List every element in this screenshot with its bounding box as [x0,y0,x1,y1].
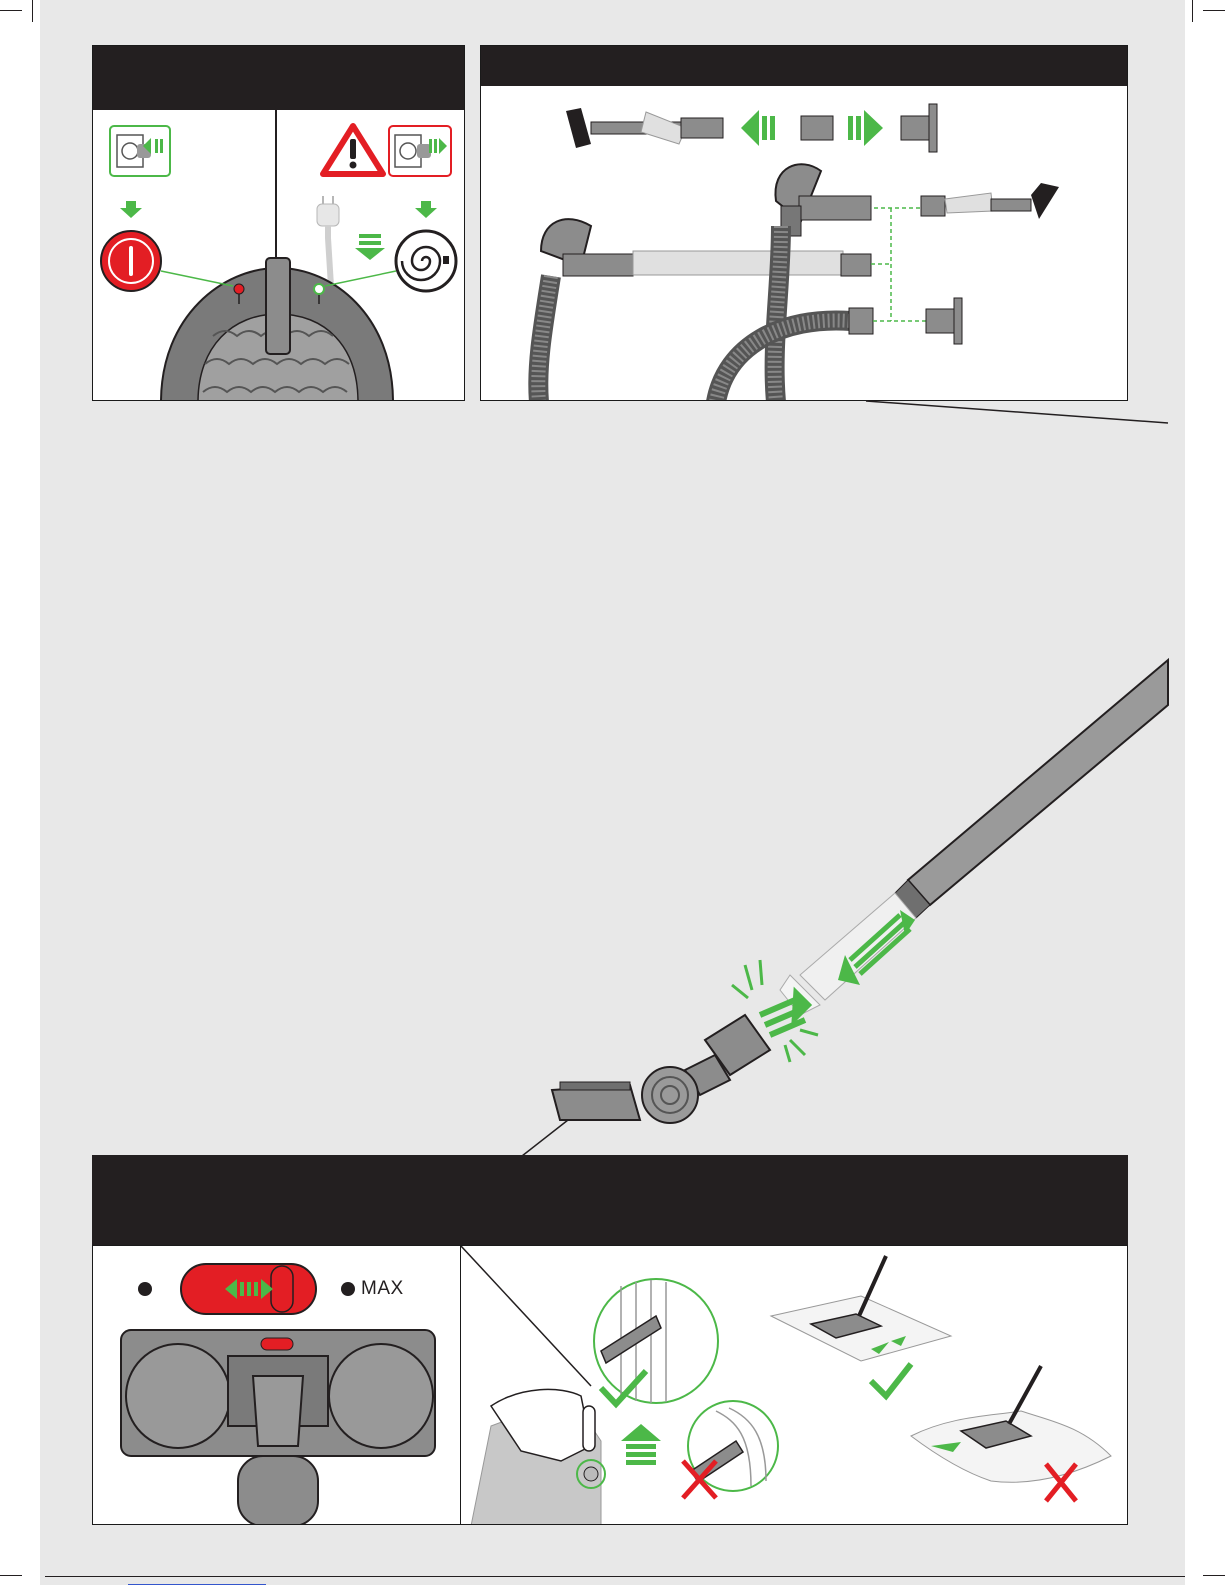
usage-illustration [461,1246,1128,1525]
floor-tool-section-header [92,1155,1128,1245]
rug-incorrect-illustration [911,1366,1111,1482]
max-power-label: MAX [361,1278,404,1299]
suction-release-icon [621,1424,661,1465]
floor-tool-panel [92,1245,461,1525]
curtain-correct-illustration [594,1279,718,1403]
rug-correct-illustration [771,1256,951,1361]
power-slider[interactable] [181,1264,316,1314]
floor-tool-head-icon [121,1330,435,1525]
floor-tool-icon [552,1015,770,1123]
max-dot-icon [341,1282,355,1296]
hand-pressing-button-illustration [471,1389,605,1525]
usage-panel [460,1245,1128,1525]
floor-tool-top-view [93,1246,461,1525]
correct-check-icon [871,1364,911,1396]
min-dot-icon [138,1282,152,1296]
